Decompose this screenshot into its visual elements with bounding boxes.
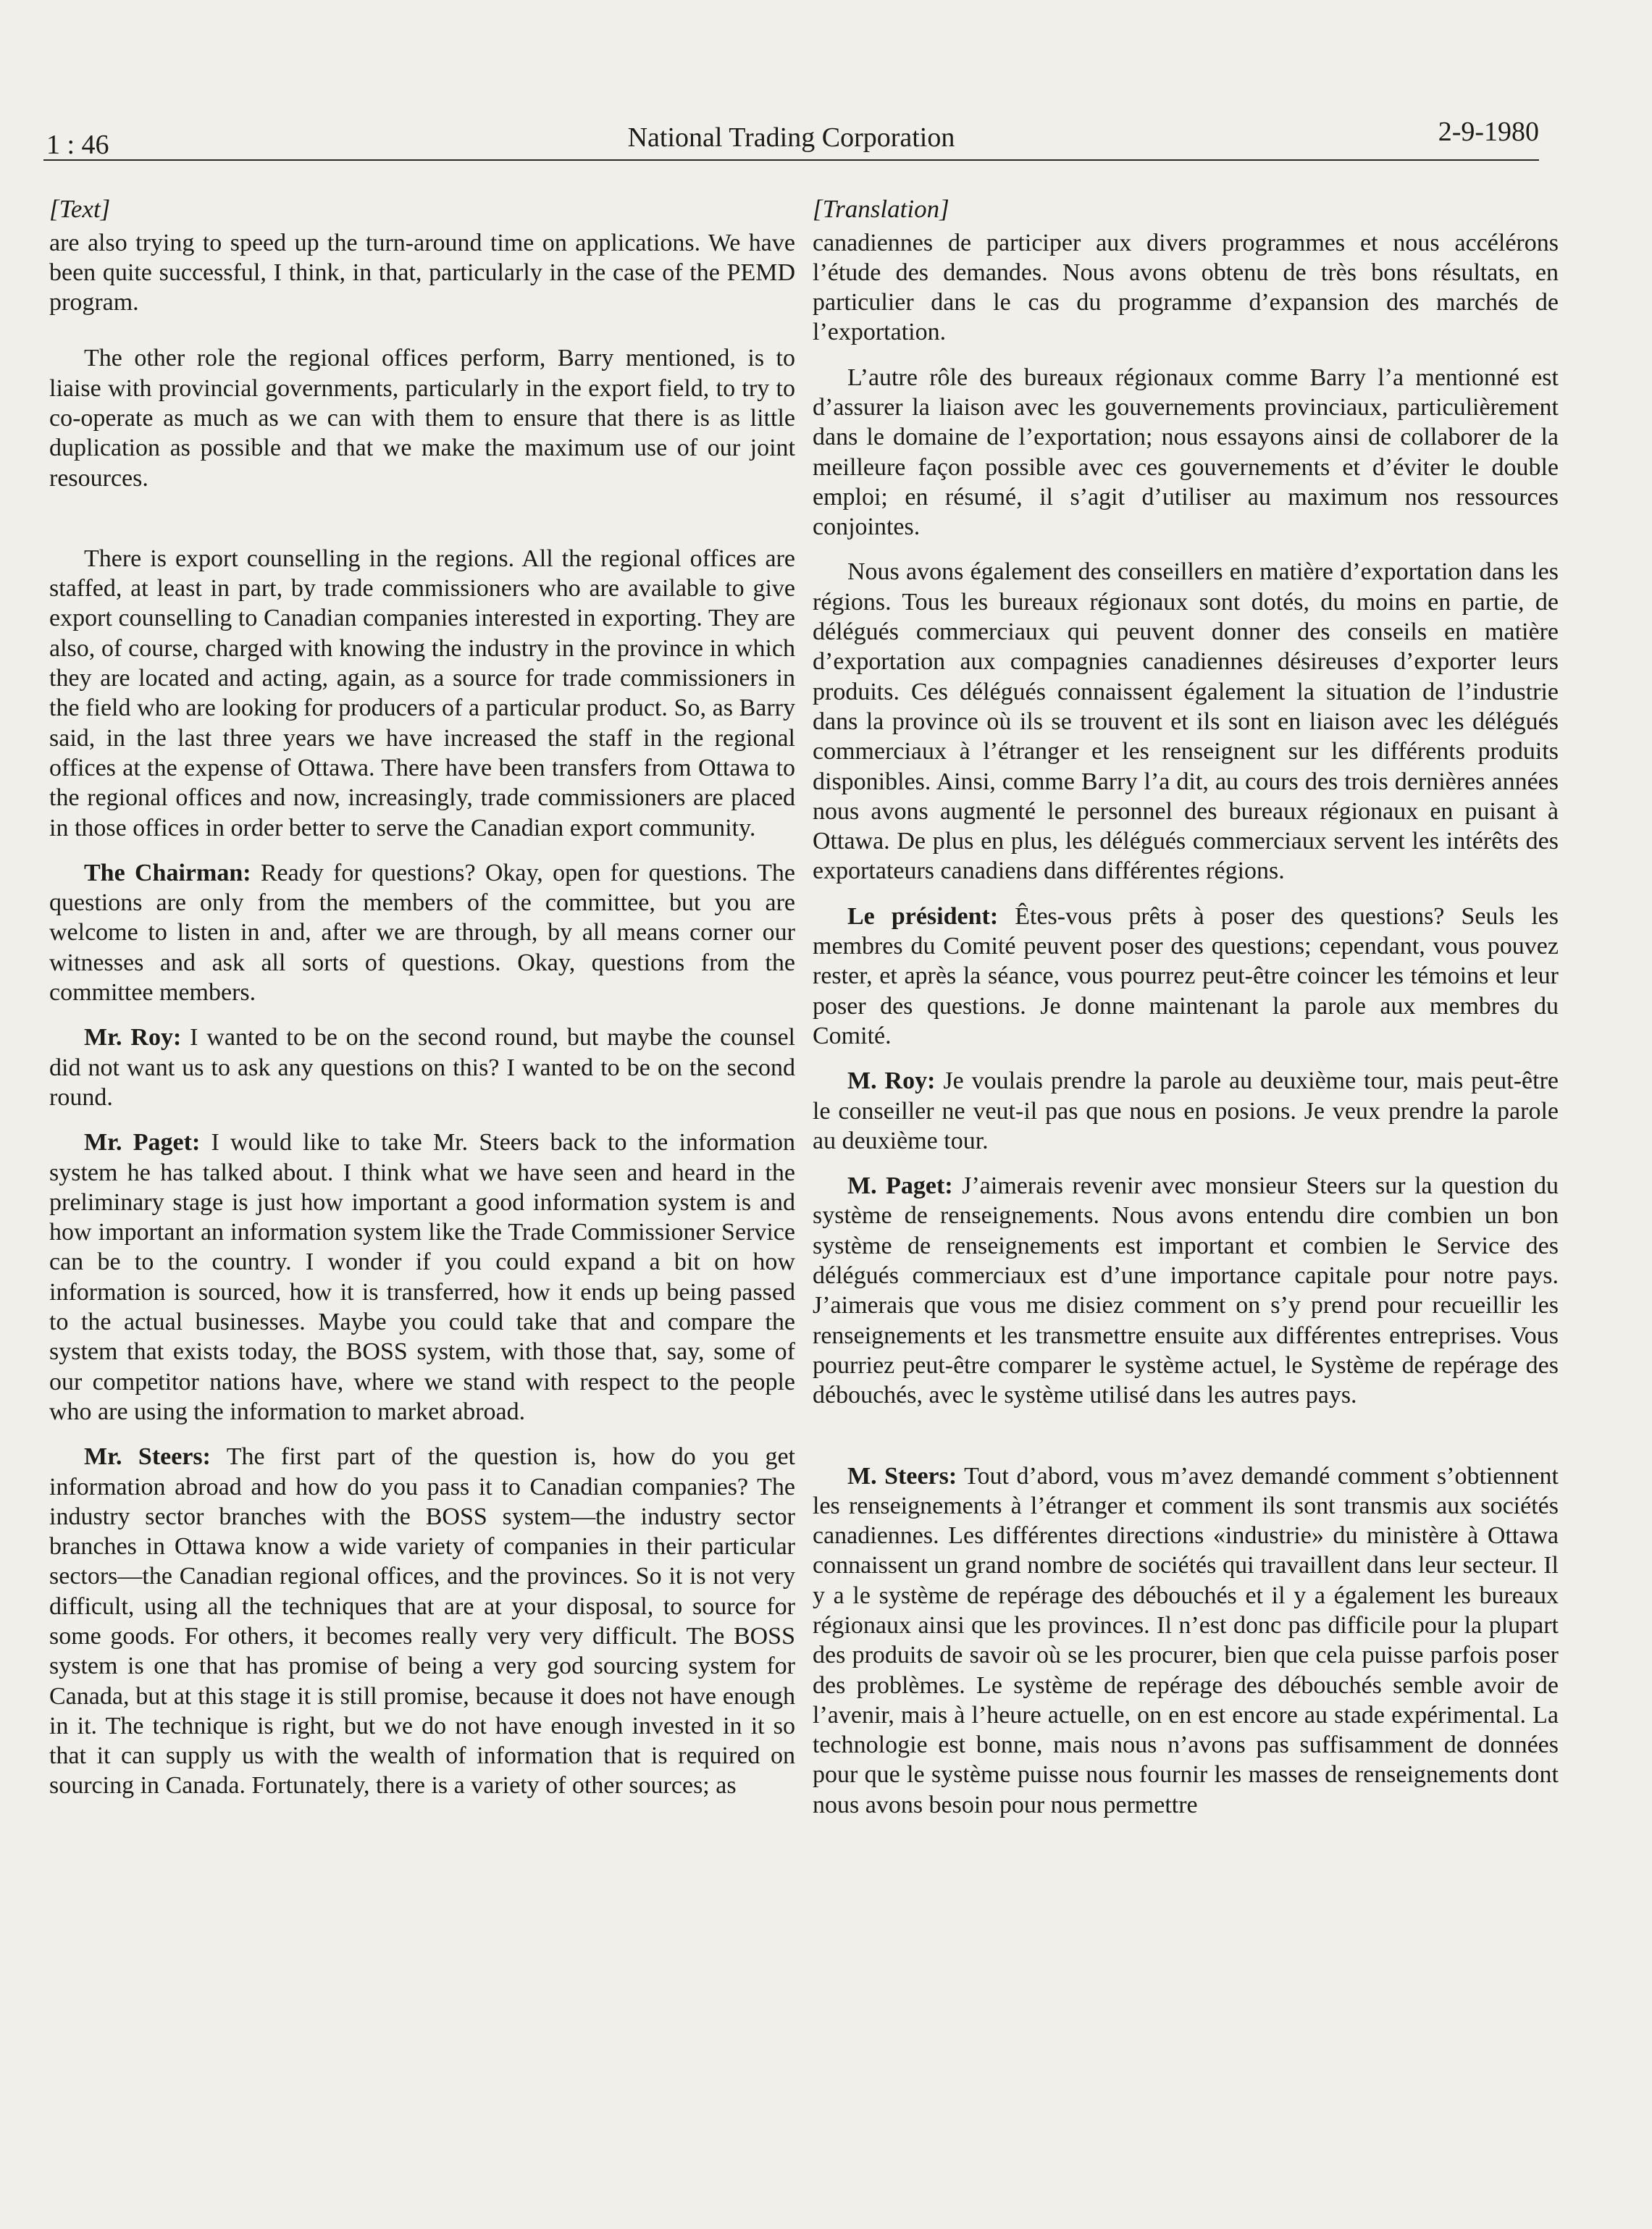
speech-text: I would like to take Mr. Steers back to the information system he has talked about. I think what we have seen and heard in the preliminary stage is just how important a good information system is and how important an information system like the Trade Commissioner Service can be to the country. I wonder if you could expand a bit on how information is sourced, how it is transferred, how it ends up being passed to the actual businesses. Maybe you could take that and compare the system that exists today, the BOSS system, with those that, say, some of our competitor nations have, where we stand with respect to the people who are using the information to market abroad.: [49, 1129, 795, 1425]
speaker-name: Mr. Roy:: [84, 1024, 182, 1051]
paragraph: The other role the regional offices perform, Barry mentioned, is to liaise with provincial governments, particularly in the export field, to try to co-operate as much as we can with them to ensure that there is as little duplication as possible and that we make the maximum use of our joint resources.: [49, 345, 795, 492]
page-number: 1 : 46: [46, 130, 109, 160]
paragraph: There is export counselling in the regions. All the regional offices are staffed, at least in part, by trade commissioners who are available to give export counselling to Canadian companies interested in exporting. They are also, of course, charged with knowing the industry in the province in which they are located and acting, again, as a source for trade commissioners in the field who are looking for producers of a particular product. So, as Barry said, in the last three years we have increased the staff in the regional offices at the expense of Ottawa. There have been transfers from Ottawa to the regional offices and now, increasingly, trade commissioners are placed in those offices in order better to serve the Canadian export community.: [49, 545, 795, 841]
speaker-name: M. Roy:: [847, 1067, 936, 1095]
paragraph: are also trying to speed up the turn-around time on applications. We have been quite successful, I think, in that, particularly in the case of the PEMD program.: [49, 229, 795, 316]
french-column: [813, 194, 1559, 1835]
translation-tag: [Translation]: [813, 195, 949, 223]
speaker-name: Mr. Paget:: [84, 1129, 201, 1157]
text-tag: [Text]: [49, 195, 111, 223]
speech-paget: [49, 1128, 795, 1427]
running-title: National Trading Corporation: [627, 122, 955, 153]
speaker-name: The Chairman:: [84, 859, 251, 886]
paragraph: Nous avons également des conseillers en matière d’exportation dans les régions. Tous les bureaux régionaux sont dotés, du moins en partie, de délégués commerciaux qui peuvent donner des conseils en matière d’exportation aux compagnies canadiennes désireuses d’exporter leurs produits. Ces délégués connaissent également la situation de l’industrie dans la province où ils se trouvent et ils sont en liaison avec les délégués commerciaux à l’étranger et les renseignent sur les différents produits disponibles. Ainsi, comme Barry l’a dit, au cours des trois dernières années nous avons augmenté le personnel des bureaux régionaux en puisant à Ottawa. De plus en plus, les délégués commerciaux servent les intérêts des exportateurs canadiens dans différentes régions.: [813, 558, 1559, 885]
speech-text: I wanted to be on the second round, but maybe the counsel did not want us to ask any questions on this? I wanted to be on the second round.: [49, 1024, 795, 1111]
page-header: [43, 109, 1539, 161]
speaker-name: M. Steers:: [847, 1462, 957, 1490]
english-column: [49, 194, 795, 1816]
speech-text: Tout d’abord, vous m’avez demandé comment s’obtiennent les renseignements à l’étranger et comment ils sont transmis aux sociétés canadiennes. Les différentes directions «industrie» du ministère à Ottawa connaissent un grand nombre de sociétés qui travaillent dans leur secteur. Il y a le système de repérage des débouchés et il y a également les bureaux régionaux ainsi que les provinces. Il n’est donc pas difficile pour la plupart des produits de savoir où se les procurer, bien que cela puisse parfois poser des problèmes. Le système de repérage des débouchés semble avoir de l’avenir, mais à l’heure actuelle, on en est encore au stade expérimental. La technologie est bonne, mais nous n’avons pas suffisamment de données pour que le système puisse nous fournir les masses de renseignements dont nous avons besoin pour nous permettre: [813, 1462, 1559, 1818]
speech-paget: [813, 1171, 1559, 1410]
speech-text: Êtes-vous prêts à poser des questions? Seuls les membres du Comité peuvent poser des questions; cependant, vous pouvez rester, et après la séance, vous pourrez peut-être coincer les témoins et leur poser des questions. Je donne maintenant la parole aux membres du Comité.: [813, 902, 1559, 1049]
speech-steers: [813, 1461, 1559, 1821]
speech-text: J’aimerais revenir avec monsieur Steers sur la question du système de renseignements. Nous avons entendu dire combien un bon système de renseignements est important et combien le Service des délégués commerciaux est d’une importance capitale pour notre pays. J’aimerais que vous me disiez comment on s’y prend pour recueillir les renseignements et les transmettre ensuite aux différentes entreprises. Vous pourriez peut-être comparer le système actuel, le Système de repérage des débouchés, avec le système utilisé dans les autres pays.: [813, 1172, 1559, 1409]
speaker-name: Le président:: [847, 902, 999, 930]
speech-steers: [49, 1442, 795, 1801]
speech-roy: [813, 1066, 1559, 1156]
paragraph: canadiennes de participer aux divers programmes et nous accélérons l’étude des demandes. Nous avons obtenu de très bons résultats, en particulier dans le cas du programme d’expansion des marchés de l’exportation.: [813, 229, 1559, 346]
speech-roy: [49, 1023, 795, 1112]
speech-text: The first part of the question is, how do you get information abroad and how do you pass it to Canadian companies? The industry sector branches with the BOSS system—the industry sector branches in Ottawa know a wide variety of companies in their particular sectors—the Canadian regional offices, and the provinces. So it is not very difficult, using all the techniques that are at your disposal, to source for some goods. For others, it becomes really very very difficult. The BOSS system is one that has promise of being a very god sourcing system for Canada, but at this stage it is still promise, because it does not have enough in it. The technique is right, but we do not have enough invested in it so that it can supply us with the wealth of information that is required on sourcing in Canada. Fortunately, there is a variety of other sources; as: [49, 1443, 795, 1800]
speech-text: Ready for questions? Okay, open for questions. The questions are only from the members of the committee, but you are welcome to listen in and, after we are through, by all means corner our witnesses and ask all sorts of questions. Okay, questions from the committee members.: [49, 859, 796, 1007]
speaker-name: Mr. Steers:: [84, 1443, 211, 1471]
speech-chairman: [813, 902, 1559, 1051]
speech-text: Je voulais prendre la parole au deuxième tour, mais peut-être le conseiller ne veut-il pas que nous en posions. Je veux prendre la parole au deuxième tour.: [813, 1067, 1559, 1154]
sitting-date: 2-9-1980: [1438, 117, 1539, 147]
speaker-name: M. Paget:: [847, 1172, 953, 1200]
speech-chairman: [49, 858, 795, 1007]
paragraph: L’autre rôle des bureaux régionaux comme Barry l’a mentionné est d’assurer la liaison avec les gouvernements provinciaux, particulièrement dans le domaine de l’exportation; nous essayons ainsi de collaborer de la meilleure façon possible avec ces gouvernements et d’éviter le double emploi; en résumé, il s’agit d’utiliser au maximum nos ressources conjointes.: [813, 364, 1559, 541]
